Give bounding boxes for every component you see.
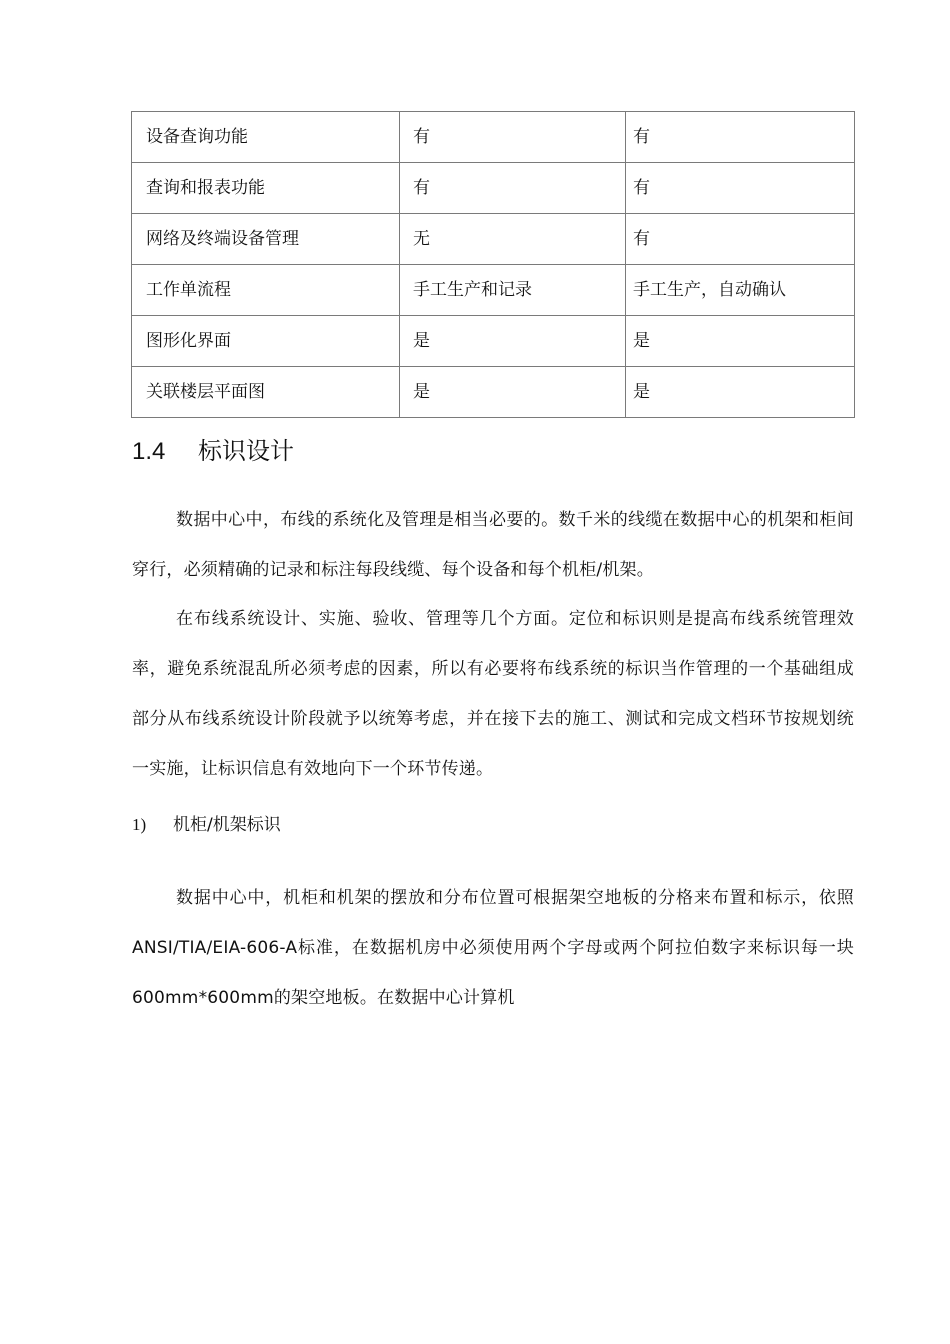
feature-cell: 网络及终端设备管理 bbox=[132, 214, 400, 265]
value-cell: 有 bbox=[626, 163, 855, 214]
value-cell: 是 bbox=[626, 367, 855, 418]
paragraph: 在布线系统设计、实施、验收、管理等几个方面。定位和标识则是提高布线系统管理效率，避免系统混乱所必须考虑的因素，所以有必要将布线系统的标识当作管理的一个基础组成部分从布线系统设计阶段就予以统筹考虑，并在接下去的施工、测试和完成文档环节按规划统一实施，让标识信息有效地向下一个环节传递。 bbox=[132, 609, 854, 779]
section-heading bbox=[132, 436, 294, 467]
table-row bbox=[132, 265, 855, 316]
table-row bbox=[132, 214, 855, 265]
feature-cell: 图形化界面 bbox=[132, 316, 400, 367]
table-row bbox=[132, 367, 855, 418]
table-row bbox=[132, 112, 855, 163]
value-cell: 是 bbox=[626, 316, 855, 367]
table-row bbox=[132, 163, 855, 214]
list-marker: 1) bbox=[132, 815, 147, 834]
value-cell: 有 bbox=[626, 112, 855, 163]
feature-cell: 工作单流程 bbox=[132, 265, 400, 316]
paragraph: 数据中心中，机柜和机架的摆放和分布位置可根据架空地板的分格来布置和标示，依照ANSI/TIA/EIA-606-A标准，在数据机房中必须使用两个字母或两个阿拉伯数字来标识每一块600mm*600mm的架空地板。在数据中心计算机 bbox=[132, 888, 854, 1008]
list-item bbox=[132, 813, 281, 837]
section-title: 标识设计 bbox=[198, 437, 294, 465]
value-cell: 有 bbox=[626, 214, 855, 265]
value-cell: 手工生产和记录 bbox=[400, 265, 626, 316]
feature-cell: 关联楼层平面图 bbox=[132, 367, 400, 418]
section-number: 1.4 bbox=[132, 438, 166, 465]
value-cell: 是 bbox=[400, 367, 626, 418]
table-row bbox=[132, 316, 855, 367]
value-cell: 有 bbox=[400, 112, 626, 163]
feature-cell: 设备查询功能 bbox=[132, 112, 400, 163]
value-cell: 无 bbox=[400, 214, 626, 265]
feature-comparison-table bbox=[131, 111, 855, 418]
feature-cell: 查询和报表功能 bbox=[132, 163, 400, 214]
value-cell: 手工生产，自动确认 bbox=[626, 265, 855, 316]
value-cell: 是 bbox=[400, 316, 626, 367]
list-item-text: 机柜/机架标识 bbox=[173, 815, 281, 835]
paragraph: 数据中心中，布线的系统化及管理是相当必要的。数千米的线缆在数据中心的机架和柜间穿行，必须精确的记录和标注每段线缆、每个设备和每个机柜/机架。 bbox=[132, 510, 854, 580]
value-cell: 有 bbox=[400, 163, 626, 214]
